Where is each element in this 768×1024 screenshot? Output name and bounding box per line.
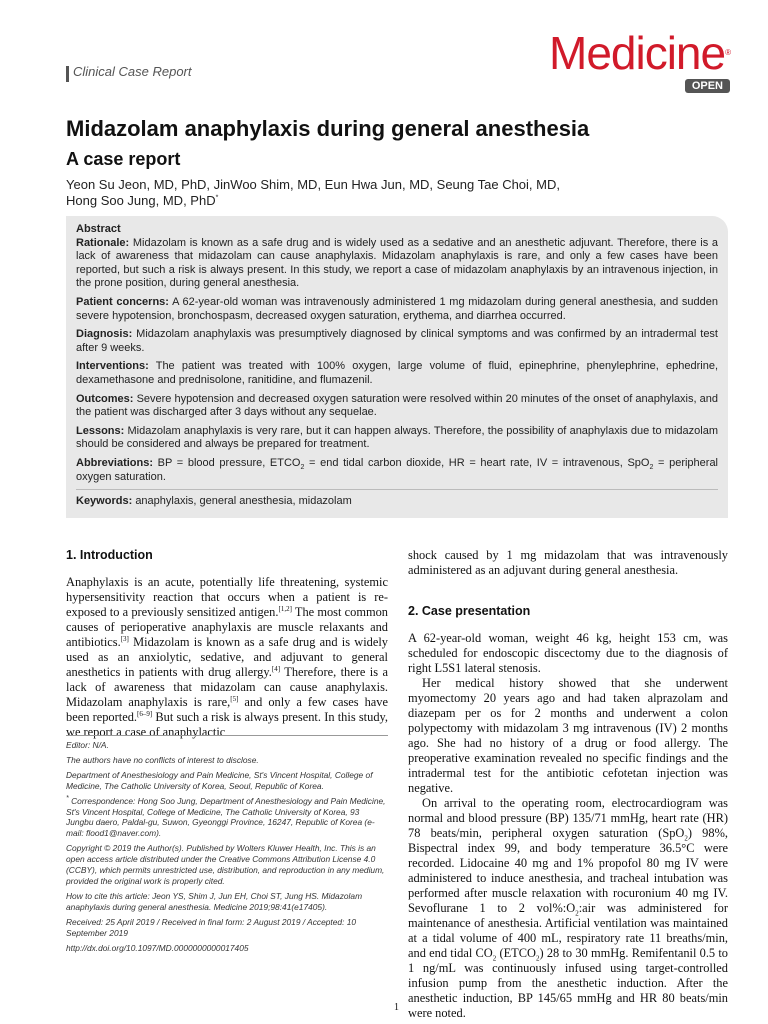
dates-note: Received: 25 April 2019 / Received in final form: 2 August 2019 / Accepted: 10 September 2019: [66, 916, 357, 938]
copyright-note: Copyright © 2019 the Author(s). Published by Wolters Kluwer Health, Inc. This is an open access article distributed under the Creative Commons Attribution License 4.0 (CCBY), which permits unrestricted use, distribution, and reproduction in any medium, provided the original work is properly cited.: [66, 843, 385, 886]
authors-line-1: Yeon Su Jeon, MD, PhD, JinWoo Shim, MD, Eun Hwa Jun, MD, Seung Tae Choi, MD,: [66, 177, 560, 192]
journal-logo: [549, 27, 730, 94]
article-title: Midazolam anaphylaxis during general anesthesia: [66, 116, 590, 141]
abstract-keywords: Keywords: anaphylaxis, general anesthesia, midazolam: [76, 489, 718, 509]
article-notes: [66, 735, 388, 953]
page-number: 1: [394, 1002, 399, 1013]
affiliation-note: Department of Anesthesiology and Pain Medicine, St's Vincent Hospital, College of Medicine, The Catholic University of Korea, Seoul, Republic of Korea.: [66, 769, 373, 791]
case-paragraph-3: On arrival to the operating room, electrocardiogram was normal and blood pressure (BP) 135/71 mmHg, heart rate (HR) 78 beats/min, peripheral oxygen saturation (SpO$_2$) 98%, Bispectral index 99, and body temperature 36.5°C were recorded. Lidocaine 40 mg and 1% propofol 80 mg IV were administered to induce anesthesia, and tracheal intubation was performed after muscle relaxation with rocuronium 40 mg IV. Sevoflurane 1 to 2 $vol\%:O_2:air$ was administered for maintenance of anesthesia. Artificial ventilation was maintained at a tidal volume of 400 mL, respiratory rate 11 breaths/min, and end tidal $CO_2$ $(ETCO_2)$ 28 to 30 mmHg. Remifentanil 0.5 to 1 ng/mL was continuously infused using target-controlled infusion pump from the anesthetic induction. After the anesthetic induction, BP 145/65 mmHg and HR 80 beats/min were noted.: [408, 796, 728, 1020]
abstract-outcomes: Outcomes: Severe hypotension and decreased oxygen saturation were resolved within 20 minutes of the onset of anaphylaxis, and the patient was discharged after 3 days without any sequelae.: [76, 392, 718, 419]
case-paragraph-2: Her medical history showed that she underwent myomectomy 20 years ago and had taken alprazolam and diazepam per os for 2 months and underwent a colon polypectomy with midazolam 3 mg intravenous (IV) 2 months ago. She had no history of a drug or food allergy. The preoperative examination revealed no specific findings and the intradermal test for the antibiotic cefotetan injection was negative.: [408, 676, 728, 795]
registered-mark: ®: [725, 48, 730, 57]
introduction-heading: 1. Introduction: [66, 548, 153, 562]
abstract-diagnosis: Diagnosis: Midazolam anaphylaxis was presumptively diagnosed by clinical symptoms and was confirmed by an intradermal test after 9 weeks.: [76, 328, 718, 354]
article-subtitle: A case report: [66, 149, 181, 169]
open-access-badge: OPEN: [685, 79, 730, 93]
section-bar: [66, 66, 69, 82]
case-paragraph-1: A 62-year-old woman, weight 46 kg, height 153 cm, was scheduled for endoscopic discectomy due to the diagnosis of right L5S1 lateral stenosis.: [408, 631, 728, 675]
introduction-paragraph: Anaphylaxis is an acute, potentially life threatening, systemic hypersensitivity reaction that occurs when a patient is re-exposed to a previously sensitized antigen.[1,2] The most common causes of perioperative anaphylaxis are muscle relaxants and antibiotics.[3] Midazolam is known as a safe drug and is widely used as an anxiolytic, sedative, and adjuvant to general anesthetics in patients with drug allergy.[4] Therefore, there is a lack of awareness that midazolam can cause anaphylaxis. Midazolam anaphylaxis is rare,[5] and only a few cases have been reported.[6–9] But such a risk is always present. In this study, we report a case of anaphylactic: [66, 575, 389, 739]
citation-note: How to cite this article: Jeon YS, Shim J, Jun EH, Choi ST, Jung HS. Midazolam anaphylaxis during general anesthesia. Medicine 2019;98:41(e17405).: [66, 890, 363, 912]
abstract-heading: Abstract: [76, 223, 121, 235]
journal-name: Medicine: [549, 27, 726, 79]
abstract-patient-concerns: Patient concerns: A 62-year-old woman was intravenously administered 1 mg midazolam during general anesthesia, and sudden severe hypotension, bronchospasm, decreased oxygen saturation, erythema, and diarrhea occurred.: [76, 295, 718, 322]
abstract-abbreviations: Abbreviations: BP = blood pressure, $ETCO_2$ = end tidal carbon dioxide, HR = heart rate, IV = intravenous, SpO$_2$ = peripheral oxygen saturation.: [76, 456, 719, 483]
corresponding-mark: *: [215, 194, 219, 202]
abstract-interventions: Interventions: The patient was treated with 100% oxygen, large volume of fluid, epinephrine, phenylephrine, ephedrine, dexamethasone and prednisolone, ranitidine, and flumazenil.: [76, 360, 718, 386]
author-list: [66, 177, 706, 209]
left-column: [66, 548, 388, 740]
case-presentation-heading: 2. Case presentation: [408, 604, 531, 618]
authors-line-2: Hong Soo Jung, MD, PhD: [66, 193, 216, 208]
doi-link[interactable]: http://dx.doi.org/10.1097/MD.0000000000017405: [66, 942, 249, 953]
editor-note: Editor: N/A.: [66, 740, 109, 750]
section-label-text: Clinical Case Report: [73, 64, 192, 79]
conflict-statement: The authors have no conflicts of interest to disclose.: [66, 754, 259, 765]
abstract-lessons: Lessons: Midazolam anaphylaxis is very rare, but it can happen always. Therefore, the possibility of anaphylaxis due to midazolam should be considered and always be prepared for treatment.: [76, 424, 718, 451]
abstract-box: [66, 216, 728, 518]
abstract-rationale: Rationale: Midazolam is known as a safe drug and is widely used as a sedative and an anesthetic adjuvant. Therefore, there is a lack of awareness that midazolam can cause anaphylaxis. Midazolam anaphylaxis is rare, and only a few cases have been reported, but such a risk is always present. In this study, we report a case of midazolam anaphylaxis by an intravenous injection, in the prone position, during general anesthesia.: [76, 236, 718, 290]
correspondence-note: * Correspondence: Hong Soo Jung, Department of Anesthesiology and Pain Medicine, St's Vincent Hospital, College of Medicine, The Catholic University of Korea, 93 Jungbu daero, Paldal-gu, Suwon, Gyeonggi Province, 16247, Republic of Korea (e-mail: flood1@naver.com).: [66, 794, 386, 839]
introduction-continuation: shock caused by 1 mg midazolam that was intravenously administered as an adjuvant during general anesthesia.: [408, 548, 728, 577]
section-label: [66, 64, 192, 79]
right-column: [408, 548, 728, 1021]
